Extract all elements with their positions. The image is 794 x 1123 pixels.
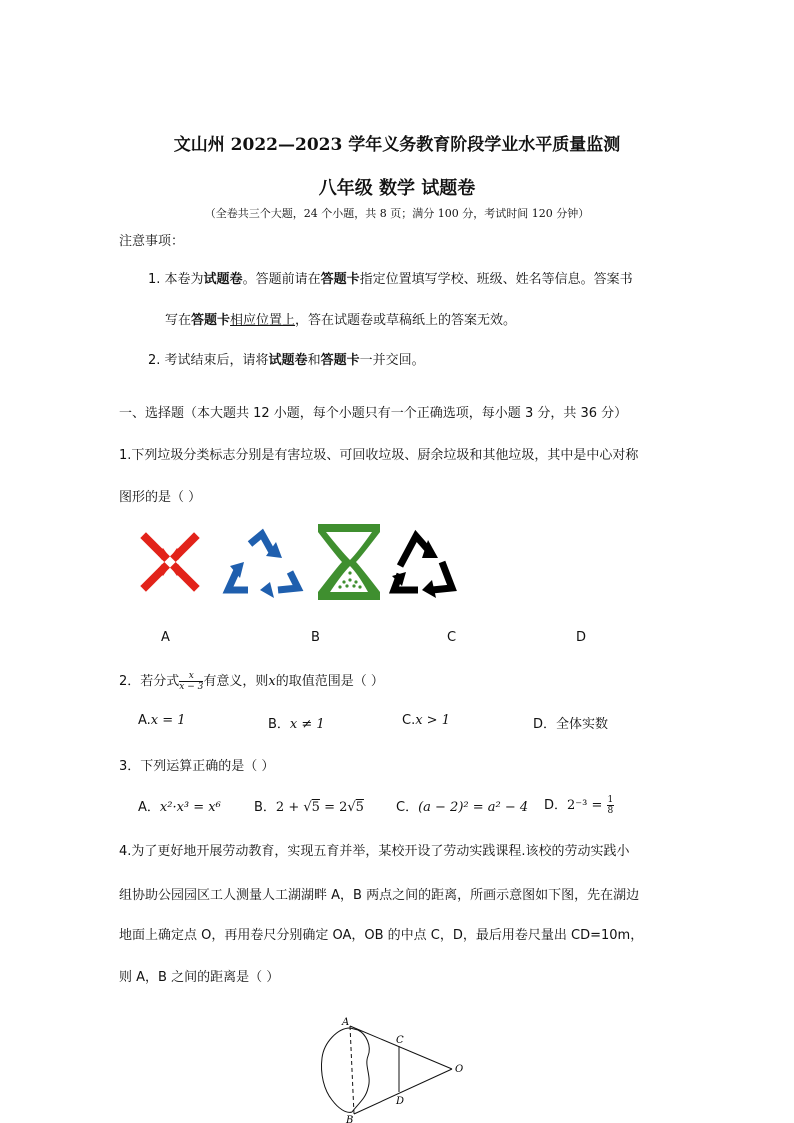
q1-option-label-a: A: [161, 630, 170, 645]
point-label-a: A: [342, 1017, 350, 1028]
option-math: 2 +: [275, 800, 304, 815]
sqrt-sign: √: [303, 800, 312, 815]
segment-ao: [350, 1026, 452, 1069]
q1-stem-line-1: 1.下列垃圾分类标志分别是有害垃圾、可回收垃圾、厨余垃圾和其他垃圾，其中是中心对称: [119, 448, 639, 463]
q4-stem-line-4: 则 A，B 之间的距离是（ ）: [119, 970, 280, 985]
lake-outline: [321, 1028, 369, 1112]
option-label: C.: [402, 713, 416, 728]
notes-heading: 注意事项：: [119, 234, 185, 249]
q3-option-b: [254, 796, 364, 815]
option-math: 5: [311, 800, 320, 815]
q2-text: 有意义，则: [203, 674, 269, 689]
note-bold: 答题卡: [320, 353, 360, 368]
q4-stem-line-3: 地面上确定点 O，再用卷尺分别确定 OA，OB 的中点 C，D，最后用卷尺量出 CD=10m，: [119, 928, 644, 943]
option-label: A.: [138, 713, 151, 728]
q2-option-a: [138, 713, 186, 728]
note-text: 和: [307, 353, 321, 368]
note-text: 1. 本卷为: [148, 272, 204, 287]
fraction-denominator: 8: [607, 806, 614, 816]
option-math: 5: [355, 800, 364, 815]
other-waste-icon: [392, 536, 452, 598]
note-1-line-1: [148, 268, 633, 287]
q4-stem-line-2: 组协助公园园区工人测量人工湖湖畔 A，B 两点之间的距离，所画示意图如下图，先在湖边: [119, 888, 640, 903]
option-label: C．: [396, 800, 419, 815]
note-bold: 答题卡: [320, 272, 360, 287]
point-label-o: O: [455, 1064, 464, 1075]
exam-subtitle: 八年级 数学 试题卷: [318, 178, 476, 199]
q2-option-c: [402, 713, 450, 728]
kitchen-waste-icon: [318, 524, 380, 600]
q2-text: 2．若分式: [119, 674, 180, 689]
option-math: = 2: [319, 800, 348, 815]
fraction-denominator: x − 3: [179, 682, 204, 692]
q2-variable: x: [268, 674, 276, 689]
q1-stem-line-2: 图形的是（ ）: [119, 490, 202, 505]
note-text: 。答题前请在: [242, 272, 321, 287]
sqrt-sign: √: [347, 800, 356, 815]
point-label-b: B: [346, 1115, 354, 1123]
q3-option-d: [544, 794, 614, 816]
lake-figure: [310, 1012, 480, 1123]
q4-stem-line-1: 4.为了更好地开展劳动教育，实现五育并举，某校开设了劳动实践课程.该校的劳动实践小: [119, 844, 630, 859]
q2-option-d: D．全体实数: [533, 717, 609, 732]
segment-ab: [350, 1026, 354, 1114]
point-label-d: D: [396, 1096, 405, 1107]
q3-stem: 3．下列运算正确的是（ ）: [119, 759, 275, 774]
waste-icons: [130, 518, 470, 610]
q1-option-label-c: C: [447, 630, 457, 645]
note-bold: 答题卡: [191, 313, 231, 328]
note-underline: 相应位置上: [230, 313, 296, 328]
recyclable-waste-icon: [228, 534, 298, 598]
exam-title: 文山州 2022—2023 学年义务教育阶段学业水平质量监测: [173, 135, 621, 155]
q2-option-b: [268, 713, 325, 732]
option-math: x ≠ 1: [289, 717, 325, 732]
q3-option-a: [138, 796, 221, 815]
exam-info: （全卷共三个大题，24 个小题，共 8 页；满分 100 分，考试时间 120 分钟）: [204, 207, 590, 220]
note-bold: 试题卷: [268, 353, 308, 368]
fraction-numerator: x: [179, 671, 203, 682]
q2-stem: [119, 670, 384, 692]
option-math: x²·x³ = x⁶: [159, 800, 221, 815]
note-2: [148, 349, 425, 368]
section-1-heading: 一、选择题（本大题共 12 小题，每个小题只有一个正确选项，每小题 3 分，共 36 分）: [119, 406, 628, 421]
note-text: 一并交回。: [359, 353, 425, 368]
note-text: 2. 考试结束后，请将: [148, 353, 269, 368]
option-math: x > 1: [415, 713, 450, 728]
option-label: B．: [254, 800, 276, 815]
note-text: ，答在试题卷或草稿纸上的答案无效。: [295, 313, 517, 328]
option-math: 2⁻³ =: [567, 798, 607, 813]
q2-fraction: [179, 671, 203, 692]
note-bold: 试题卷: [203, 272, 243, 287]
option-math: (a − 2)² = a² − 4: [418, 800, 529, 815]
point-label-c: C: [396, 1035, 404, 1046]
note-text: 写在: [165, 313, 192, 328]
q1-option-label-d: D: [576, 630, 587, 645]
note-text: 指定位置填写学校、班级、姓名等信息。答案书: [359, 272, 633, 287]
q3-option-c: [396, 796, 528, 815]
q2-text: 的取值范围是（ ）: [275, 674, 384, 689]
option-label: A．: [138, 800, 160, 815]
option-label: B．: [268, 717, 290, 732]
q3-d-fraction: [607, 795, 615, 816]
hazardous-waste-icon: [140, 532, 199, 591]
fraction-numerator: 1: [607, 795, 614, 805]
note-1-line-2: [165, 309, 516, 328]
q1-option-label-b: B: [311, 630, 320, 645]
option-math: x = 1: [150, 713, 186, 728]
option-label: D．: [544, 798, 568, 813]
